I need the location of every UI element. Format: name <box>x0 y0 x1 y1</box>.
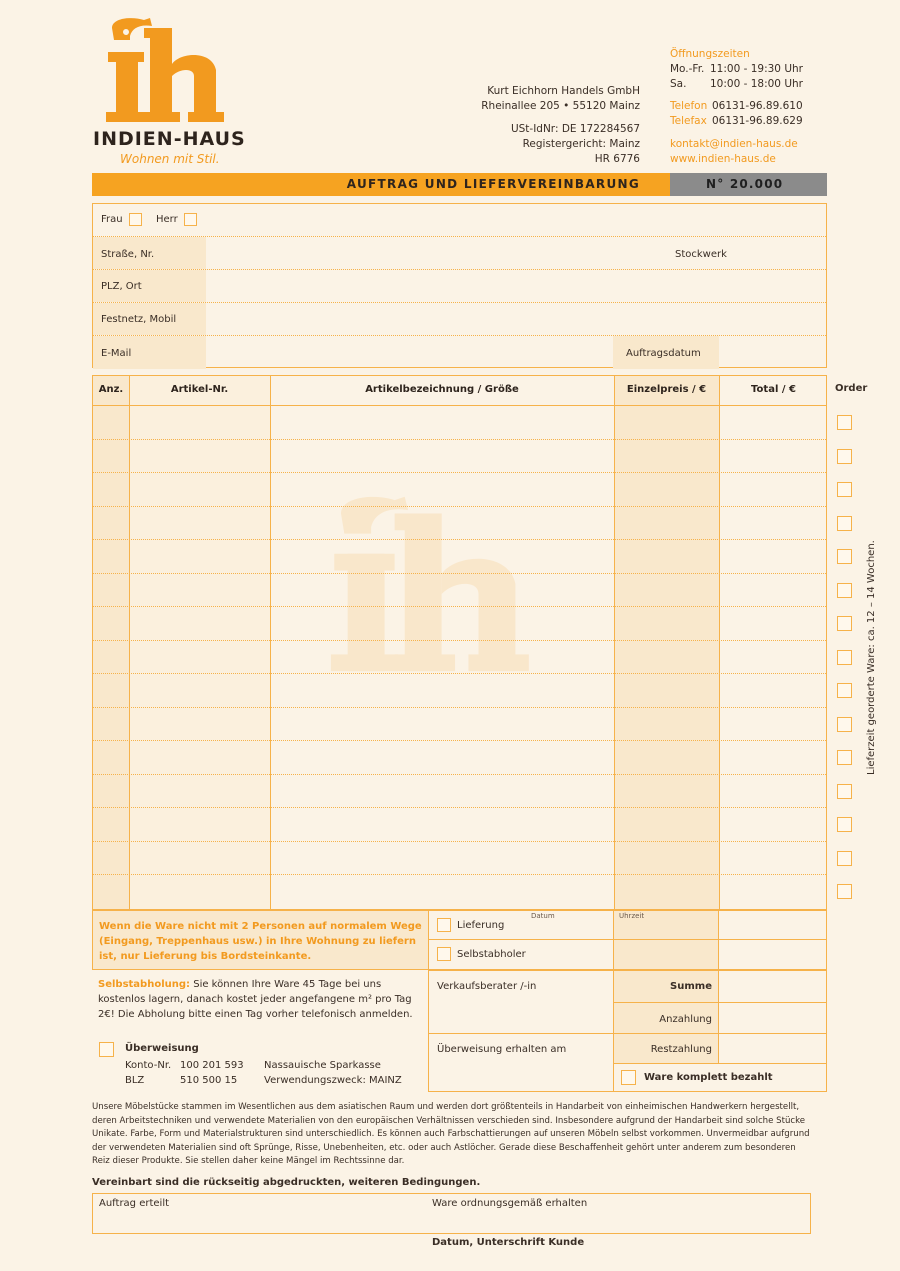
order-checkbox[interactable] <box>837 449 852 464</box>
lead-time-note: Lieferzeit georderte Ware: ca. 12 – 14 Wochen. <box>866 540 877 775</box>
hours-day-1: Mo.-Fr. <box>670 63 705 75</box>
frau-label: Frau <box>101 214 123 225</box>
city-row[interactable] <box>93 270 826 303</box>
date-label: Datum <box>531 912 555 920</box>
order-date-label: Auftragsdatum <box>626 348 701 359</box>
transfer-details <box>125 1058 402 1088</box>
phone-number: 06131-96.89.610 <box>712 100 803 112</box>
account-label: Konto-Nr. <box>125 1060 172 1071</box>
order-checkbox[interactable] <box>837 482 852 497</box>
order-column-label: Order <box>835 383 868 394</box>
order-placed-label: Auftrag erteilt <box>99 1198 170 1209</box>
signature-box[interactable] <box>92 1193 811 1234</box>
col-article-header: Artikel-Nr. <box>170 384 229 395</box>
sum-field[interactable] <box>718 970 827 1003</box>
company-address-block <box>440 84 640 114</box>
floor-label: Stockwerk <box>675 249 727 260</box>
hours-time-2: 10:00 - 18:00 Uhr <box>710 78 803 90</box>
table-row[interactable] <box>93 405 826 439</box>
table-row[interactable] <box>93 539 826 573</box>
table-row[interactable] <box>93 506 826 540</box>
web-block <box>670 137 870 167</box>
order-checkbox[interactable] <box>837 415 852 430</box>
remaining-field[interactable] <box>718 1033 827 1064</box>
form-title-bar <box>92 173 670 196</box>
order-checkbox[interactable] <box>837 583 852 598</box>
form-title: AUFTRAG UND LIEFERVEREINBARUNG <box>346 177 640 191</box>
paid-checkbox[interactable] <box>621 1070 636 1085</box>
hours-day-2: Sa. <box>670 78 687 90</box>
transfer-purpose: Verwendungszweck: MAINZ <box>264 1075 402 1086</box>
delivery-option-row[interactable] <box>428 910 614 940</box>
order-checkbox[interactable] <box>837 851 852 866</box>
table-row[interactable] <box>93 472 826 506</box>
pickup-option-row[interactable] <box>428 939 614 970</box>
delivery-label: Lieferung <box>457 920 505 931</box>
col-unit-header: Einzelpreis / € <box>626 384 707 395</box>
col-qty-header: Anz. <box>98 384 124 395</box>
order-checkbox[interactable] <box>837 683 852 698</box>
herr-label: Herr <box>156 214 178 225</box>
delivery-checkbox[interactable] <box>437 918 451 932</box>
opening-hours-title: Öffnungszeiten <box>670 48 750 60</box>
phone-label: Telefon <box>670 100 708 112</box>
table-row[interactable] <box>93 573 826 607</box>
order-checkbox[interactable] <box>837 784 852 799</box>
paid-row[interactable] <box>613 1063 827 1092</box>
brand-tagline: Wohnen mit Stil. <box>120 152 220 166</box>
table-row[interactable] <box>93 707 826 741</box>
brand-name: INDIEN-HAUS <box>93 128 246 150</box>
city-label: PLZ, Ort <box>101 281 142 292</box>
table-row[interactable] <box>93 740 826 774</box>
table-row[interactable] <box>93 673 826 707</box>
paid-label: Ware komplett bezahlt <box>644 1072 773 1083</box>
pickup-info <box>98 977 423 1022</box>
form-number: N° 20.000 <box>706 177 784 191</box>
phone-field-label: Festnetz, Mobil <box>101 314 177 325</box>
order-checkbox[interactable] <box>837 549 852 564</box>
consultant-label: Verkaufsberater /-in <box>437 981 537 992</box>
phone-row[interactable] <box>93 303 826 336</box>
time-label: Uhrzeit <box>619 912 645 920</box>
company-vat: USt-IdNr: DE 172284567 <box>510 123 640 135</box>
street-row[interactable] <box>93 237 826 270</box>
terms-note: Vereinbart sind die rückseitig abgedruckten, weiteren Bedingungen. <box>92 1177 481 1188</box>
fax-number: 06131-96.89.629 <box>712 115 803 127</box>
pickup-label: Selbstabholer <box>457 949 526 960</box>
deposit-label: Anzahlung <box>659 1014 712 1025</box>
order-checkbox[interactable] <box>837 516 852 531</box>
form-number-bar <box>670 173 827 196</box>
company-register: Registergericht: Mainz <box>522 138 640 150</box>
opening-hours <box>670 47 870 92</box>
sum-label: Summe <box>670 981 712 992</box>
company-hr: HR 6776 <box>594 153 640 165</box>
customer-block <box>92 203 827 368</box>
email-label: E-Mail <box>101 348 132 359</box>
table-row[interactable] <box>93 841 826 875</box>
deposit-field[interactable] <box>718 1002 827 1034</box>
order-checkbox[interactable] <box>837 750 852 765</box>
email-link[interactable]: kontakt@indien-haus.de <box>670 138 798 150</box>
email-row[interactable] <box>93 336 826 369</box>
order-checkbox[interactable] <box>837 650 852 665</box>
company-address: Rheinallee 205 • 55120 Mainz <box>481 100 640 112</box>
order-checkbox[interactable] <box>837 616 852 631</box>
consultant-field[interactable] <box>428 970 614 1034</box>
delivery-warning-box <box>92 910 429 970</box>
transfer-received-field[interactable] <box>428 1033 614 1092</box>
table-row[interactable] <box>93 774 826 808</box>
fax-label: Telefax <box>670 115 707 127</box>
signature-caption: Datum, Unterschrift Kunde <box>432 1237 585 1248</box>
herr-checkbox[interactable] <box>184 213 197 226</box>
items-table <box>92 375 827 910</box>
company-registry-block <box>440 122 640 167</box>
blz-label: BLZ <box>125 1075 145 1086</box>
remaining-label: Restzahlung <box>650 1044 712 1055</box>
salutation-row <box>93 204 826 237</box>
delivery-time-field[interactable] <box>613 910 719 940</box>
frau-checkbox[interactable] <box>129 213 142 226</box>
table-row[interactable] <box>93 874 826 908</box>
transfer-received-label: Überweisung erhalten am <box>437 1044 567 1055</box>
street-label: Straße, Nr. <box>101 249 155 260</box>
table-row[interactable] <box>93 640 826 674</box>
pickup-time-field[interactable] <box>613 939 719 970</box>
phone-block <box>670 99 870 129</box>
col-total-header: Total / € <box>751 384 796 395</box>
hours-time-1: 11:00 - 19:30 Uhr <box>710 63 803 75</box>
transfer-checkbox[interactable] <box>99 1042 114 1057</box>
order-checkbox[interactable] <box>837 884 852 899</box>
account-number: 100 201 593 <box>180 1060 244 1071</box>
legal-text: Unsere Möbelstücke stammen im Wesentlichen aus dem asiatischen Raum und werden dort größtenteils in Handarbeit von einheimischen Handwerkern hergestellt, deren Arbeitstechniken und verwendete Materialien von den europäischen Verhältnissen verschieden sind. Insbesondere aufgrund der Handarbeit sind solche Stücke Unikate. Farbe, Form und Materialstrukturen sind unterschiedlich. Es können auch Farbschattierungen auf unseren Möbeln selbst vorkommen. Unvermeidbar aufgrund der verwendeten Materialien sind oft Sprünge, Risse, Unebenheiten, etc. oder auch Astlöcher. Gerade diese Beschaffenheit gehört unter anderem zum besonderen Reiz dieser Produkte. Sie stellen daher keine Mängel im Rechtssinne dar. <box>92 1102 810 1166</box>
col-desc-header: Artikelbezeichnung / Größe <box>365 384 519 395</box>
pickup-info-title: Selbstabholung: <box>98 979 191 990</box>
table-row[interactable] <box>93 606 826 640</box>
transfer-title: Überweisung <box>125 1043 199 1054</box>
website-link[interactable]: www.indien-haus.de <box>670 153 776 165</box>
order-checkbox[interactable] <box>837 817 852 832</box>
blz-number: 510 500 15 <box>180 1075 238 1086</box>
table-row[interactable] <box>93 807 826 841</box>
bank-name: Nassauische Sparkasse <box>264 1060 381 1071</box>
goods-received-label: Ware ordnungsgemäß erhalten <box>432 1198 588 1209</box>
delivery-warning: Wenn die Ware nicht mit 2 Personen auf normalem Wege (Eingang, Treppenhaus usw.) in Ihre Wohnung zu liefern ist, nur Lieferung bis Bordsteinkante. <box>99 921 422 962</box>
table-row[interactable] <box>93 439 826 473</box>
order-checkbox[interactable] <box>837 717 852 732</box>
pickup-checkbox[interactable] <box>437 947 451 961</box>
pickup-info-text: Sie können Ihre Ware 45 Tage bei uns kostenlos lagern, danach kostet jeder angefangene m² pro Tag 2€! Die Abholung bitte einen Tag vorher telefonisch anmelden. <box>98 979 413 1020</box>
company-name: Kurt Eichhorn Handels GmbH <box>487 85 640 97</box>
